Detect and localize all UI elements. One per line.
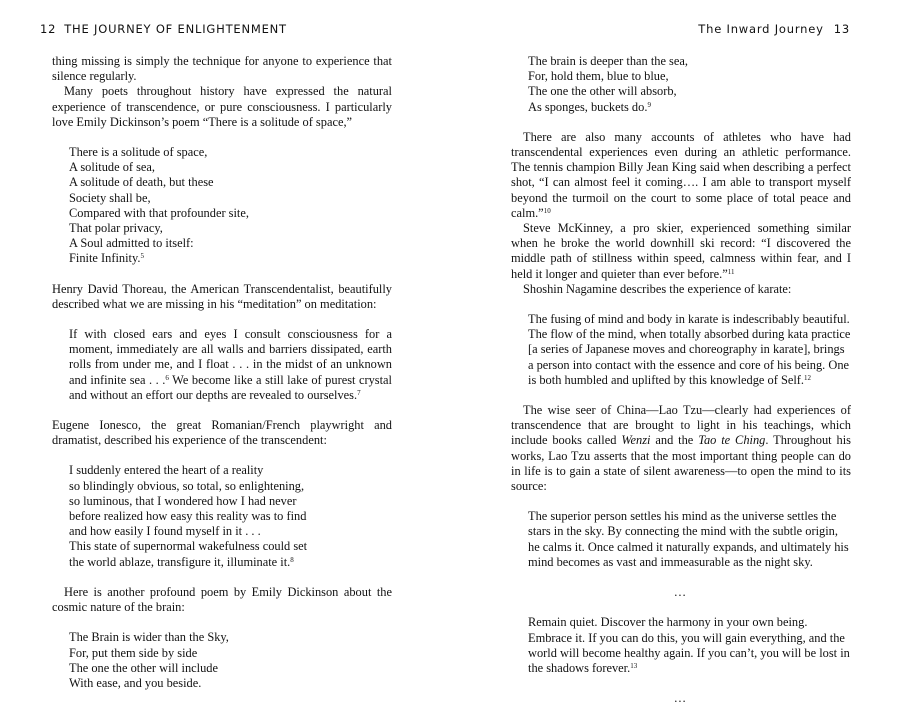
poem-line: There is a solitude of space, — [69, 145, 208, 160]
footnote-ref: 13 — [630, 661, 638, 670]
poem-line: As sponges, buckets do. — [528, 99, 648, 114]
quote-line: This state of supernormal wakefulness could set — [69, 539, 308, 554]
footnote-ref: 9 — [647, 100, 651, 109]
quote-line: before realized how easy this reality was to find — [69, 509, 307, 524]
quote-line: so blindingly obvious, so total, so enlightening, — [69, 478, 305, 493]
nagamine-quote: The fusing of mind and body in karate is indescribably beautiful. The flow of the mind, when totally absorbed during kata practice [a series of Japanese moves and choreography in karate], brings a person into contact with the essence and core of his being. One is both humbled and uplifted by this knowledge of Self.$^{12}$ — [528, 312, 851, 387]
book-title-wenzi: Wenzi — [621, 433, 651, 448]
footnote-ref: 5 — [140, 252, 144, 261]
poem-line: Finite Infinity. — [69, 251, 141, 266]
poem-line: With ease, and you beside. — [69, 675, 202, 690]
ionesco-quote — [69, 463, 392, 569]
footnote-ref: 11 — [727, 267, 735, 276]
section-break: … — [673, 585, 689, 600]
poem-line: That polar privacy, — [69, 221, 163, 236]
paragraph: The wise seer of China—Lao Tzu—clearly had experiences of transcendence that are brought to light in his teachings, which include books called Wenzi and the Tao te Ching. Throughout his works, Lao Tzu asserts that the most important thing people can do in life is to gain a state of silent awareness—to open the mind to its source: — [511, 403, 851, 494]
poem-line: The brain is deeper than the sea, — [528, 54, 688, 68]
paragraph: thing missing is simply the technique for anyone to experience that silence regularly. — [52, 54, 392, 84]
right-page — [450, 0, 900, 706]
footnote-ref: 6 — [165, 373, 169, 382]
chapter-title: The Inward Journey — [698, 22, 824, 36]
book-title-tao-te-ching: Tao te Ching — [698, 433, 766, 448]
left-running-head — [40, 22, 287, 36]
footnote-ref: 10 — [543, 206, 551, 215]
section-break: … — [673, 691, 689, 706]
paragraph: Here is another profound poem by Emily Dickinson about the cosmic nature of the brain: — [52, 584, 392, 615]
footnote-ref: 12 — [804, 373, 812, 382]
left-page-number: 12 — [40, 22, 57, 36]
paragraph: Henry David Thoreau, the American Transcendentalist, beautifully described what we are missing in his “meditation” on meditation: — [52, 281, 392, 311]
poem-line: A Soul admitted to itself: — [69, 236, 194, 251]
footnote-ref: 7 — [357, 388, 361, 397]
book-title: THE JOURNEY OF ENLIGHTENMENT — [64, 22, 287, 36]
quote-line: so luminous, that I wondered how I had never — [69, 493, 297, 508]
left-page-body — [52, 54, 392, 691]
paragraph: Eugene Ionesco, the great Romanian/French playwright and dramatist, described his experience of the transcendent: — [52, 418, 392, 448]
poem-line: The one the other will absorb, — [528, 84, 677, 99]
poem-line: The Brain is wider than the Sky, — [69, 630, 229, 645]
thoreau-quote: If with closed ears and eyes I consult consciousness for a moment, immediately are all walls and barriers dissipated, earth rolls from under me, and I float . . . in the midst of an unknown and infinite sea . . .$^6$ We become like a still lake of purest crystal and without an effort our depths are revealed to ourselves.$^7$ — [69, 327, 392, 402]
right-running-head — [698, 22, 850, 36]
right-page-body — [511, 54, 851, 706]
poem-line: Society shall be, — [69, 190, 151, 205]
quote-line: the world ablaze, transfigure it, illuminate it. — [69, 554, 291, 569]
left-page — [0, 0, 450, 690]
right-page-number: 13 — [833, 22, 850, 36]
paragraph: Steve McKinney, a pro skier, experienced something similar when he broke the world downhill ski record: “I discovered the middle path of stillness within speed, calmness within fear, and I held it longer and quieter than ever before.” — [511, 221, 851, 281]
poem-line: For, hold them, blue to blue, — [528, 69, 669, 84]
poem-brain — [69, 630, 392, 691]
poem-line: A solitude of sea, — [69, 160, 156, 175]
poem-line: For, put them side by side — [69, 645, 198, 660]
footnote-ref: 8 — [290, 555, 294, 564]
lao-tzu-quote-2: Remain quiet. Discover the harmony in your own being. Embrace it. If you can do this, you will gain everything, and the world will become healthy again. If you can’t, you will be lost in the shadows forever.$^{13}$ — [528, 615, 850, 675]
paragraph: There are also many accounts of athletes who have had transcendental experiences even during an athletic performance. The tennis champion Billy Jean King said when describing a perfect shot, “I can almost feel it coming…. I am able to transport myself beyond the turmoil on the court to some place of total peace and calm.” — [511, 129, 851, 220]
quote-line: I suddenly entered the heart of a reality — [69, 463, 264, 478]
lao-tzu-quote-1: The superior person settles his mind as the universe settles the stars in the sky. By connecting the mind with the subtle origin, he calms it. Once calmed it naturally expands, and ultimately his mind becomes as vast and immeasurable as the night sky. — [528, 509, 849, 569]
poem-line: A solitude of death, but these — [69, 175, 214, 190]
poem-line: Compared with that profounder site, — [69, 205, 249, 220]
paragraph: Many poets throughout history have expressed the natural experience of transcendence, or pure consciousness. I particularly love Emily Dickinson’s poem “There is a solitude of space,” — [52, 84, 392, 129]
quote-line: and how easily I found myself in it . . . — [69, 524, 261, 539]
paragraph: Shoshin Nagamine describes the experience of karate: — [523, 281, 792, 296]
poem-line: The one the other will include — [69, 660, 218, 675]
poem-solitude — [69, 145, 392, 267]
poem-brain-continued — [528, 54, 851, 115]
